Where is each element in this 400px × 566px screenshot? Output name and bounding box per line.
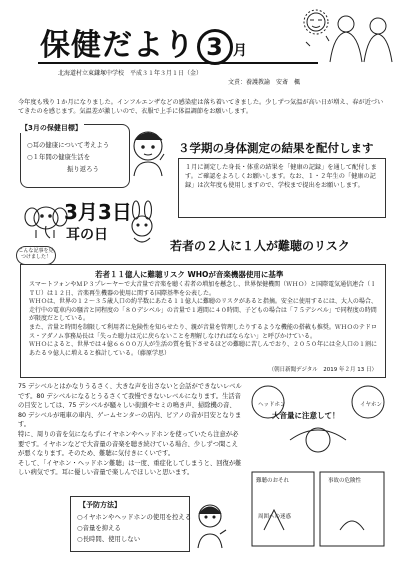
article-title: 若者１１億人に難聴リスク WHOが音楽機器使用に基準 (95, 270, 284, 279)
title-underline (38, 62, 318, 64)
title-text: 保健だより (40, 28, 195, 63)
volume-warning: 大音量に注意して！ (272, 411, 340, 420)
body-paragraph: そして、「イヤホン・ヘッドホン難聴」は一度、重症化してしまうと、回復が難しい病気です。耳に優しい音量で楽しんでほしいと思います。 (18, 459, 242, 477)
accident-risk-label: 事故の危険性 (328, 478, 362, 484)
physical-text: １月に測定した身長・体重の結果を「健康の記録」を通して配付します。ご確認をよろしくお願いします。なお、１・２年生の「健康の記録」は次年度も使用しますので、学校まで提出をお願いします。 (185, 164, 377, 189)
goal-item: ○１年間の健康生活を (27, 153, 91, 161)
goal-title: 【3月の保健目標】 (21, 124, 82, 132)
article-credit: （朝日新聞デジタル 2019 年２月 13 日） (268, 367, 377, 373)
goal-item: ○耳の健康について考えよう (27, 141, 110, 149)
thinking-boy-illustration (126, 126, 172, 178)
prevention-title: 【予防方法】 (79, 501, 121, 509)
news-article-box (20, 264, 386, 378)
school-info (58, 68, 202, 77)
headline: 若者の２人に１人が難聴のリスク (170, 239, 350, 253)
physical-text-box (178, 158, 386, 218)
article-paragraph: ＷＨＯによると、世界では４億６６００万人が生活の質を低下させるほどの難聴に苦しんでおり、２０５０年には全人口の１割にあたる９億人に増えると推計している。（藤原学思） (29, 341, 378, 357)
ear-day-label: 耳の日 (66, 227, 108, 243)
goal-item: 振り返ろう (67, 165, 99, 173)
children-illustration (300, 6, 396, 66)
body-text (18, 382, 242, 478)
ear-day-date: 3月3日 (64, 200, 132, 224)
school-name: 北海道村立東鎌塚中学校 (58, 70, 125, 77)
physical-heading: ３学期の身体測定の結果を配付します (178, 141, 374, 155)
prevention-item: ○イヤホンやヘッドホンの使用を控える (77, 513, 192, 521)
earphone-label: イヤホン (360, 402, 383, 408)
prevention-item: ○音量を抑える (77, 524, 121, 532)
headphone-label: ヘッドホン (258, 402, 286, 408)
article-paragraph: スマートフォンやＭＰ３プレーヤーで大音量で音楽を聴く若者の増加を懸念し、世界保健機関（ＷＨＯ）と国際電気通信連合（ＩＴＵ）は１２日、音楽再生機器の使用に関する国際基準を公表した。 (29, 281, 377, 297)
issue-date: 平成３１年３月１日（金） (130, 70, 203, 77)
intro-paragraph: 今年度も残り１か月になりました。インフルエンザなどの感染症は落ち着いてきました。少しずつ気温が高い日が増え、春が近づいてきたのを感じます。気温差が激しいので、衣服で上手に体温調節をお願いします。 (18, 99, 384, 115)
article-paragraph: ＷＨＯは、世界の１２～３５歳人口の約半数にあたる１１億人に難聴のリスクがあると指摘。安全に使用するには、大人の場合、走行中の電車内の騒音と同程度の「８０デシベル」の音量で１週間に４０時間、子どもの場合は「７５デシベル」で同程度の時間が限度だとしている。 (29, 298, 377, 323)
girl-with-earphones-illustration (190, 500, 230, 550)
nuisance-label: 周囲への迷惑 (258, 514, 292, 520)
author-line: 文責：養護教諭 安斎 楓 (228, 79, 301, 86)
rabbit-illustration (120, 200, 164, 246)
month-number-circle: 3 (197, 29, 233, 65)
speech-bubble: こんな記事を見つけました！ (16, 246, 56, 265)
newsletter-title (40, 20, 248, 65)
prevention-item: ○長時間、使用しない (77, 535, 141, 543)
elephant-illustration (22, 200, 68, 242)
health-goal-box (20, 124, 130, 188)
prevention-box (70, 496, 190, 552)
body-paragraph: 特に、周りの音を気にならずにイヤホンやヘッドホンを使っていたら注意が必要です。イヤホンなどで大音量の音楽を聴き続けている場合、少しずつ聞こえが悪くなります。そのため、難聴に気付きにくいです。 (18, 430, 239, 458)
article-paragraph: また、音量と時間を制限して利用者に危険性を知らせたり、親が音量を管理したりするような機能の搭載も推奨。ＷＨＯのテドロス・アダノム事務局長は「失った聴力は元に戻らないことを理解しなければならない」と呼びかけている。 (29, 323, 377, 340)
article-body (29, 281, 377, 358)
month-unit: 月 (233, 43, 248, 59)
hearing-loss-label: 難聴のおそれ (256, 478, 290, 484)
body-paragraph: 75 デシベルとはかなりうるさく、大きな声を出さないと会話ができないレベルです。80 デシベルになるとうるさくて我慢できないレベルになります。生活音の目安としては、75 デシベルが騒々しい街頭やセミの鳴き声、掃除機の音、80 デシベルが電車の車内、ゲームセンターの店内、ピアノの音が目安となります。 (18, 383, 242, 429)
